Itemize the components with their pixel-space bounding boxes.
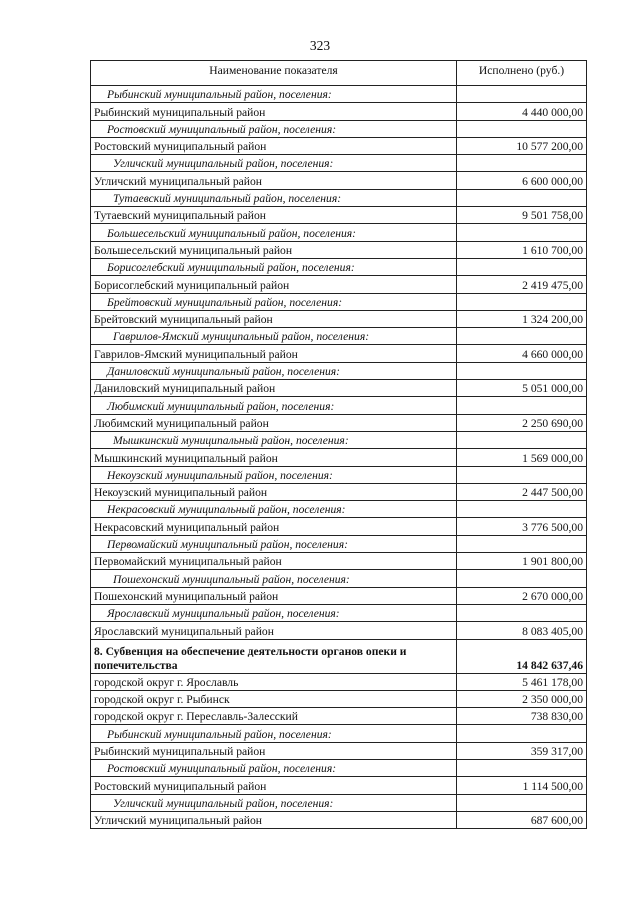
row-amount: 5 461 178,00: [457, 673, 587, 690]
row-amount: [457, 86, 587, 103]
table-subheading-row: [91, 362, 587, 379]
row-amount: [457, 155, 587, 172]
row-amount: 5 051 000,00: [457, 380, 587, 397]
row-label: Рыбинский муниципальный район: [91, 103, 457, 120]
table-row: [91, 241, 587, 258]
row-amount: 3 776 500,00: [457, 518, 587, 535]
table-row: [91, 708, 587, 725]
row-label: 8. Субвенция на обеспечение деятельности органов опеки и попечительства: [91, 639, 457, 673]
row-label: Тутаевский муниципальный район, поселения:: [91, 189, 457, 206]
row-label: Даниловский муниципальный район, поселения:: [91, 362, 457, 379]
row-amount: 14 842 637,46: [457, 639, 587, 673]
column-header-name: Наименование показателя: [91, 61, 457, 86]
table-subheading-row: [91, 501, 587, 518]
row-label: Первомайский муниципальный район, поселения:: [91, 535, 457, 552]
table-subheading-row: [91, 397, 587, 414]
table-row: [91, 380, 587, 397]
table-row: [91, 449, 587, 466]
row-amount: 8 083 405,00: [457, 622, 587, 639]
row-label: Рыбинский муниципальный район, поселения:: [91, 86, 457, 103]
row-amount: 4 440 000,00: [457, 103, 587, 120]
row-label: Гаврилов-Ямский муниципальный район, поселения:: [91, 328, 457, 345]
row-amount: [457, 535, 587, 552]
row-amount: [457, 794, 587, 811]
row-amount: [457, 362, 587, 379]
row-amount: 2 250 690,00: [457, 414, 587, 431]
row-label: Некоузский муниципальный район: [91, 483, 457, 500]
table-row: [91, 310, 587, 327]
table-header-row: [91, 61, 587, 86]
row-amount: 359 317,00: [457, 742, 587, 759]
row-label: Некрасовский муниципальный район, поселения:: [91, 501, 457, 518]
row-amount: [457, 759, 587, 776]
row-label: городской округ г. Переславль-Залесский: [91, 708, 457, 725]
row-amount: [457, 293, 587, 310]
table-subheading-row: [91, 759, 587, 776]
row-label: Любимский муниципальный район, поселения:: [91, 397, 457, 414]
row-amount: 1 569 000,00: [457, 449, 587, 466]
row-amount: [457, 570, 587, 587]
row-amount: 4 660 000,00: [457, 345, 587, 362]
table-subheading-row: [91, 328, 587, 345]
table-subheading-row: [91, 293, 587, 310]
row-label: Угличский муниципальный район, поселения:: [91, 155, 457, 172]
row-label: городской округ г. Рыбинск: [91, 690, 457, 707]
row-amount: 9 501 758,00: [457, 207, 587, 224]
table-subheading-row: [91, 224, 587, 241]
row-label: Пошехонский муниципальный район: [91, 587, 457, 604]
row-label: Угличский муниципальный район: [91, 172, 457, 189]
table-row: [91, 690, 587, 707]
table-section-row: [91, 639, 587, 673]
row-amount: [457, 501, 587, 518]
row-amount: 1 114 500,00: [457, 777, 587, 794]
table-subheading-row: [91, 604, 587, 621]
table-subheading-row: [91, 189, 587, 206]
row-label: Рыбинский муниципальный район, поселения:: [91, 725, 457, 742]
table-row: [91, 742, 587, 759]
column-header-amount: Исполнено (руб.): [457, 61, 587, 86]
row-label: Ростовский муниципальный район, поселения:: [91, 120, 457, 137]
row-label: Первомайский муниципальный район: [91, 553, 457, 570]
row-label: Брейтовский муниципальный район, поселения:: [91, 293, 457, 310]
table-subheading-row: [91, 86, 587, 103]
row-amount: 1 610 700,00: [457, 241, 587, 258]
table-subheading-row: [91, 120, 587, 137]
table-subheading-row: [91, 431, 587, 448]
table-row: [91, 673, 587, 690]
row-amount: [457, 725, 587, 742]
row-label: городской округ г. Ярославль: [91, 673, 457, 690]
table-subheading-row: [91, 466, 587, 483]
row-label: Рыбинский муниципальный район: [91, 742, 457, 759]
row-amount: 2 447 500,00: [457, 483, 587, 500]
row-label: Брейтовский муниципальный район: [91, 310, 457, 327]
row-amount: [457, 258, 587, 275]
table-row: [91, 345, 587, 362]
row-label: Гаврилов-Ямский муниципальный район: [91, 345, 457, 362]
table-row: [91, 137, 587, 154]
row-label: Некоузский муниципальный район, поселения:: [91, 466, 457, 483]
table-row: [91, 207, 587, 224]
row-label: Угличский муниципальный район: [91, 811, 457, 828]
table-row: [91, 518, 587, 535]
table-subheading-row: [91, 258, 587, 275]
row-amount: [457, 431, 587, 448]
row-amount: [457, 604, 587, 621]
row-amount: 738 830,00: [457, 708, 587, 725]
row-amount: [457, 189, 587, 206]
table-row: [91, 276, 587, 293]
row-amount: 687 600,00: [457, 811, 587, 828]
row-amount: [457, 224, 587, 241]
row-label: Пошехонский муниципальный район, поселения:: [91, 570, 457, 587]
row-amount: [457, 466, 587, 483]
row-amount: 1 324 200,00: [457, 310, 587, 327]
row-label: Даниловский муниципальный район: [91, 380, 457, 397]
table-body: [91, 86, 587, 829]
row-label: Мышкинский муниципальный район, поселения:: [91, 431, 457, 448]
row-amount: 6 600 000,00: [457, 172, 587, 189]
row-amount: 10 577 200,00: [457, 137, 587, 154]
row-label: Ростовский муниципальный район: [91, 777, 457, 794]
budget-table: [90, 60, 587, 829]
row-label: Тутаевский муниципальный район: [91, 207, 457, 224]
table-row: [91, 172, 587, 189]
table-subheading-row: [91, 794, 587, 811]
table-row: [91, 811, 587, 828]
page-number: 323: [309, 38, 331, 53]
table-subheading-row: [91, 725, 587, 742]
table-row: [91, 483, 587, 500]
row-amount: 1 901 800,00: [457, 553, 587, 570]
table-row: [91, 103, 587, 120]
row-label: Большесельский муниципальный район: [91, 241, 457, 258]
row-amount: 2 350 000,00: [457, 690, 587, 707]
row-label: Любимский муниципальный район: [91, 414, 457, 431]
row-label: Борисоглебский муниципальный район: [91, 276, 457, 293]
row-label: Большесельский муниципальный район, поселения:: [91, 224, 457, 241]
row-label: Мышкинский муниципальный район: [91, 449, 457, 466]
table-subheading-row: [91, 155, 587, 172]
table-row: [91, 622, 587, 639]
row-label: Некрасовский муниципальный район: [91, 518, 457, 535]
row-amount: [457, 120, 587, 137]
row-amount: [457, 328, 587, 345]
table-subheading-row: [91, 570, 587, 587]
row-label: Ростовский муниципальный район: [91, 137, 457, 154]
row-amount: 2 670 000,00: [457, 587, 587, 604]
row-label: Ростовский муниципальный район, поселения:: [91, 759, 457, 776]
table-row: [91, 414, 587, 431]
table-row: [91, 553, 587, 570]
row-amount: [457, 397, 587, 414]
row-amount: 2 419 475,00: [457, 276, 587, 293]
table-subheading-row: [91, 535, 587, 552]
row-label: Ярославский муниципальный район: [91, 622, 457, 639]
table-row: [91, 777, 587, 794]
row-label: Борисоглебский муниципальный район, поселения:: [91, 258, 457, 275]
row-label: Ярославский муниципальный район, поселения:: [91, 604, 457, 621]
table-row: [91, 587, 587, 604]
row-label: Угличский муниципальный район, поселения:: [91, 794, 457, 811]
